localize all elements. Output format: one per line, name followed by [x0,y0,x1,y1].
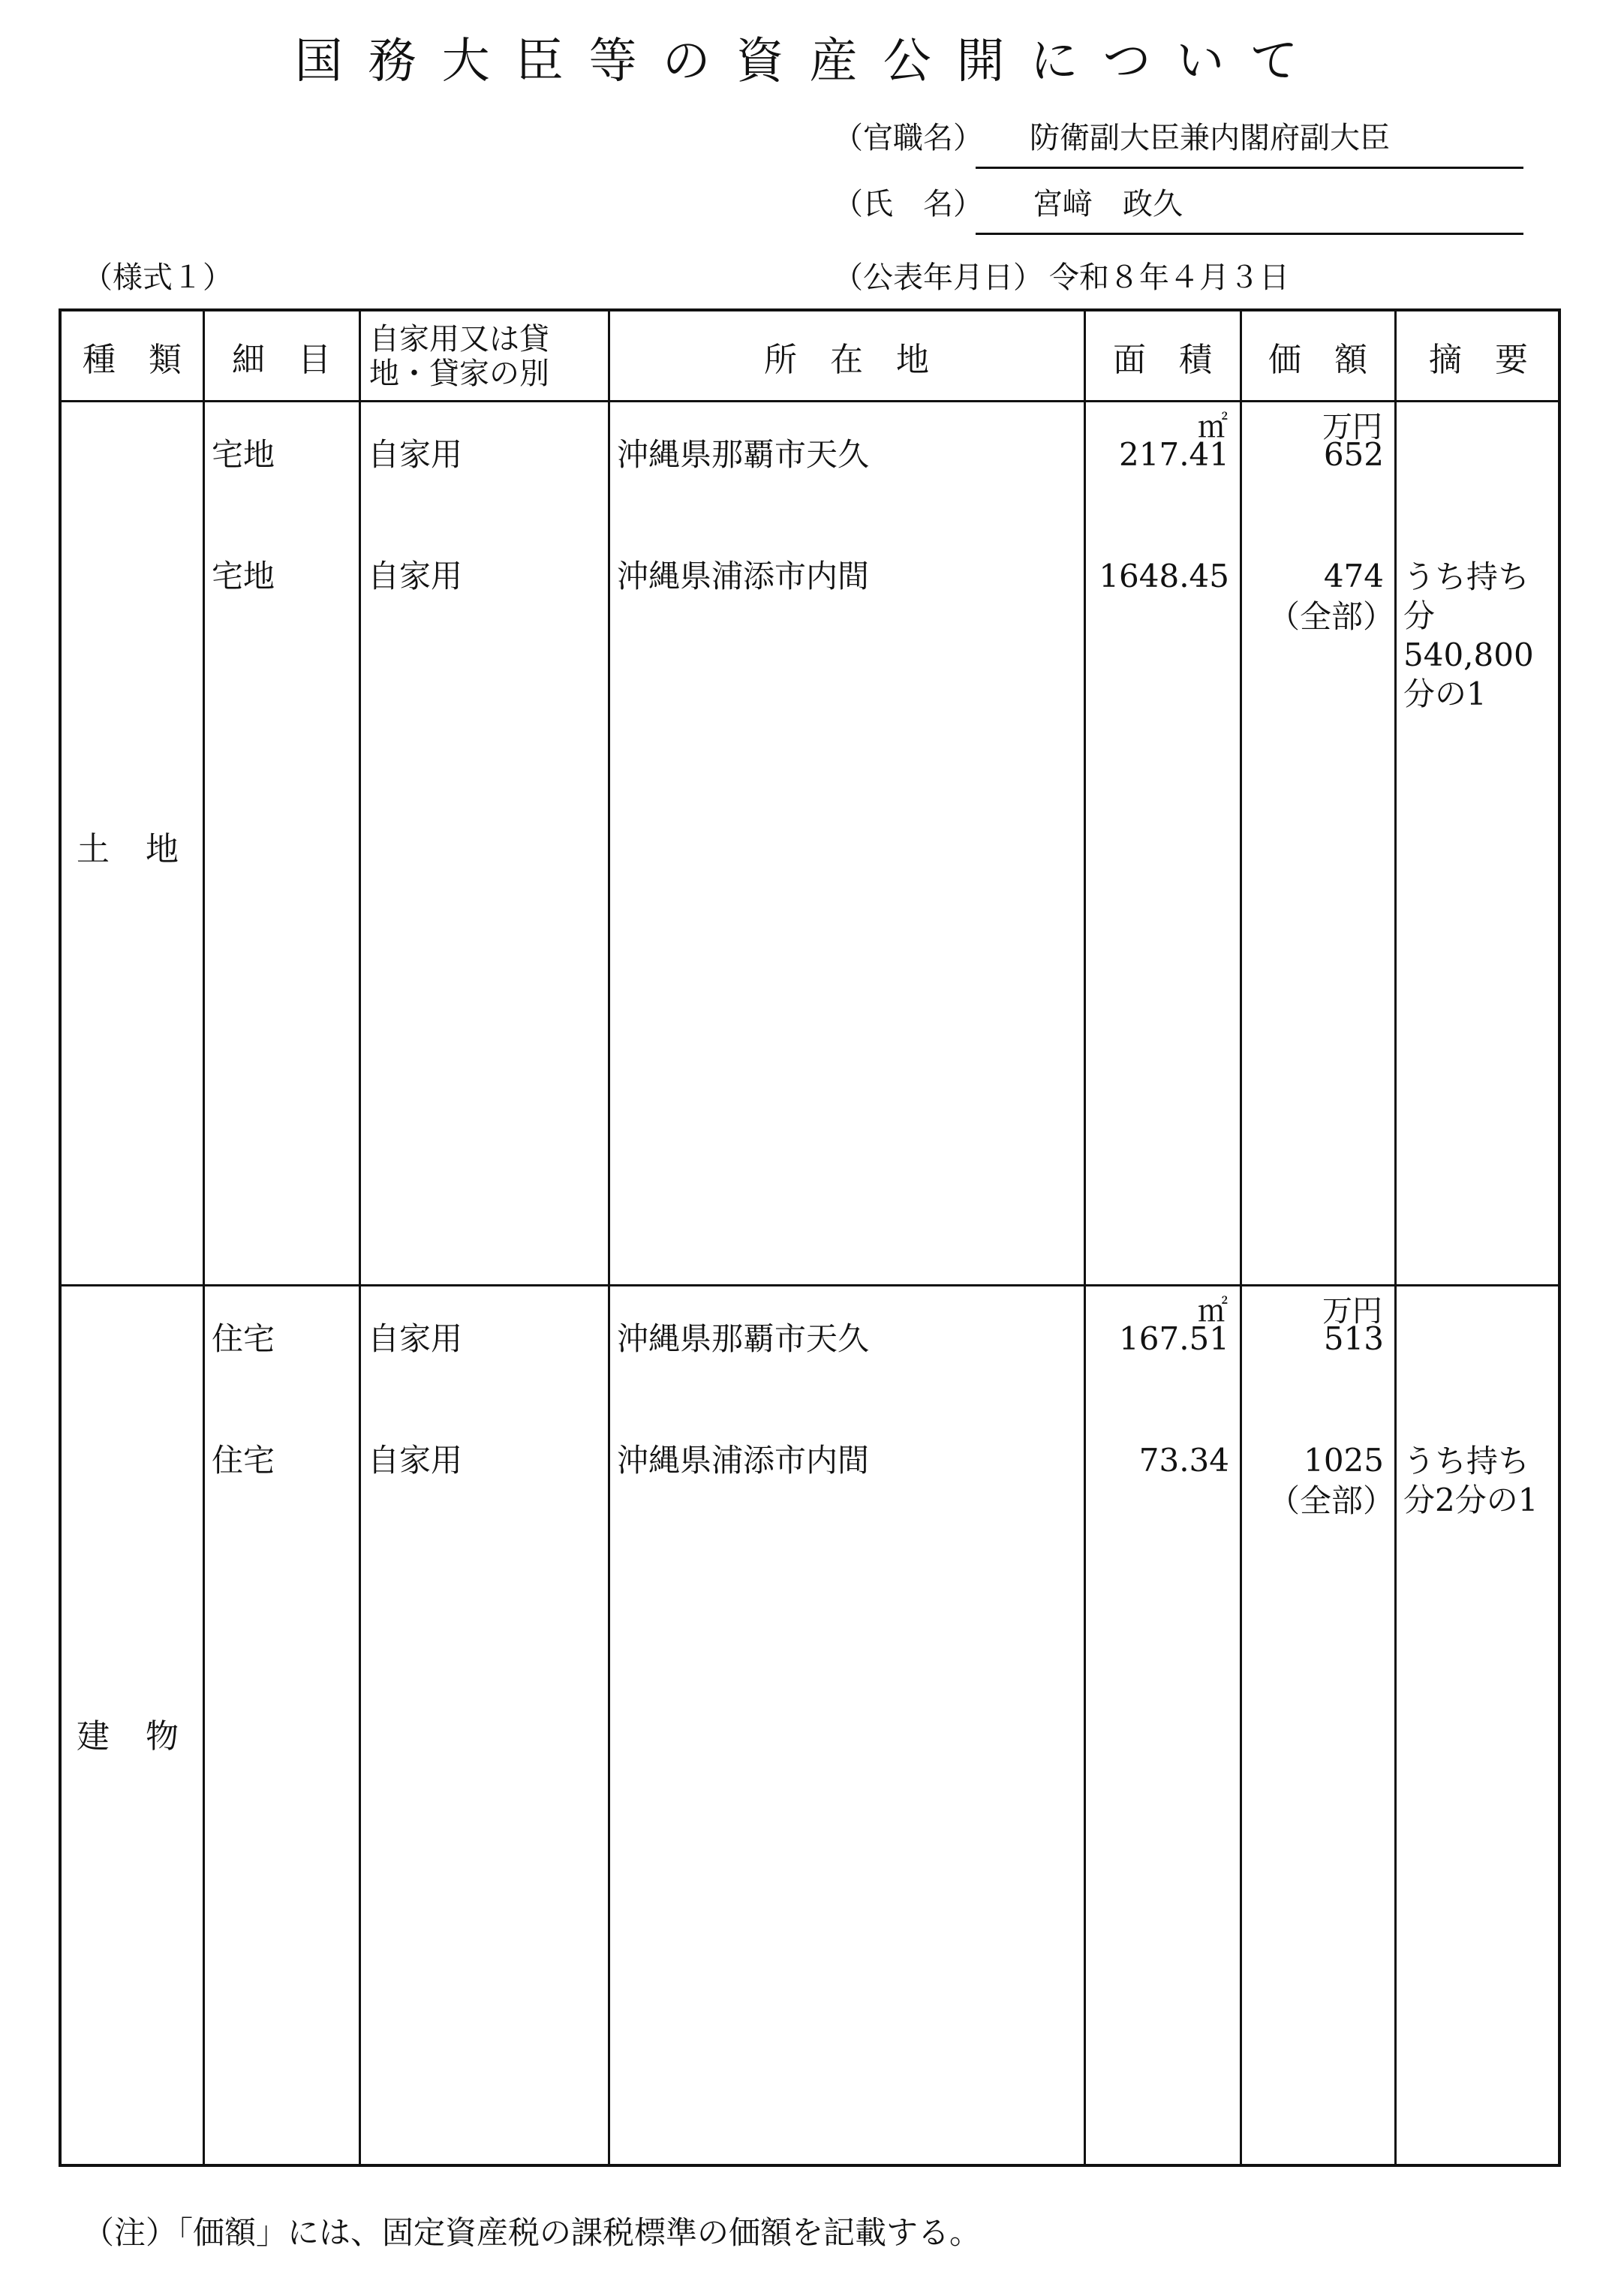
col-divider [359,311,361,2164]
col-divider [608,311,610,2164]
col-divider [203,311,205,2164]
category-land: 土地 [77,830,215,868]
col-header-kind: 種 類 [83,341,182,379]
table-cell-detail: 住宅 [212,1442,275,1479]
table-cell-area: 73.34 [1138,1442,1229,1479]
value-unit: 万円 [1322,1294,1382,1329]
table-cell-use: 自家用 [368,1320,463,1357]
table-cell-use: 自家用 [368,436,463,473]
asset-table [59,308,1561,2167]
area-unit: ㎡ [1198,410,1228,444]
table-cell-use: 自家用 [368,1442,463,1479]
publication-value: 令和８年４月３日 [1049,260,1289,295]
table-cell-location: 沖縄県那覇市天久 [617,1320,870,1357]
position-underline [976,167,1523,169]
table-cell-location: 沖縄県浦添市内間 [617,558,870,594]
col-header-area: 面 積 [1113,341,1212,379]
publication-label: （公表年月日） [833,260,1043,295]
table-cell-value: 474 [1323,558,1384,594]
table-cell-location: 沖縄県浦添市内間 [617,1442,870,1479]
table-cell-value-note: （全部） [1268,598,1394,635]
table-cell-value: 513 [1323,1320,1384,1357]
publication-date [833,254,1289,296]
col-header-use [360,311,608,402]
table-cell-value: 1025 [1304,1442,1384,1479]
col-header-remarks: 摘 要 [1429,341,1528,379]
col-header-use-line2: 地・貸家の別 [369,357,549,391]
page-title: 国務大臣等の資産公開について [294,34,1324,89]
category-building: 建物 [77,1717,215,1756]
table-cell-detail: 宅地 [212,436,275,473]
table-cell-value-note: （全部） [1268,1482,1394,1519]
col-header-location: 所 在 地 [764,341,929,379]
section-divider [62,1284,1558,1286]
name-label: （氏 名） [833,187,983,221]
position-label: （官職名） [833,121,983,155]
table-cell-remarks: うち持ち 分2分の1 [1403,1443,1538,1518]
table-cell-use: 自家用 [368,558,463,594]
form-number: （様式１） [83,260,233,295]
table-cell-detail: 住宅 [212,1320,275,1357]
table-cell-detail: 宅地 [212,558,275,594]
col-header-use-line1: 自家用又は貸 [369,322,549,357]
name-value: 宮﨑 政久 [1033,187,1183,221]
table-cell-area: 1648.45 [1099,558,1229,594]
col-divider [1394,311,1397,2164]
position-value: 防衛副大臣兼内閣府副大臣 [1030,121,1390,155]
table-cell-area: 167.51 [1119,1320,1229,1357]
table-cell-value: 652 [1323,436,1384,473]
table-cell-area: 217.41 [1119,436,1229,473]
area-unit: ㎡ [1198,1294,1228,1329]
table-cell-location: 沖縄県那覇市天久 [617,436,870,473]
col-header-value: 価 額 [1268,341,1367,379]
name-underline [976,233,1523,235]
value-unit: 万円 [1322,410,1382,444]
table-cell-remarks: うち持ち 分 540,800 分の1 [1403,558,1534,712]
footnote: （注）「価額」には、固定資産税の課税標準の価額を記載する。 [83,2214,982,2251]
col-header-detail: 細 目 [232,341,331,379]
